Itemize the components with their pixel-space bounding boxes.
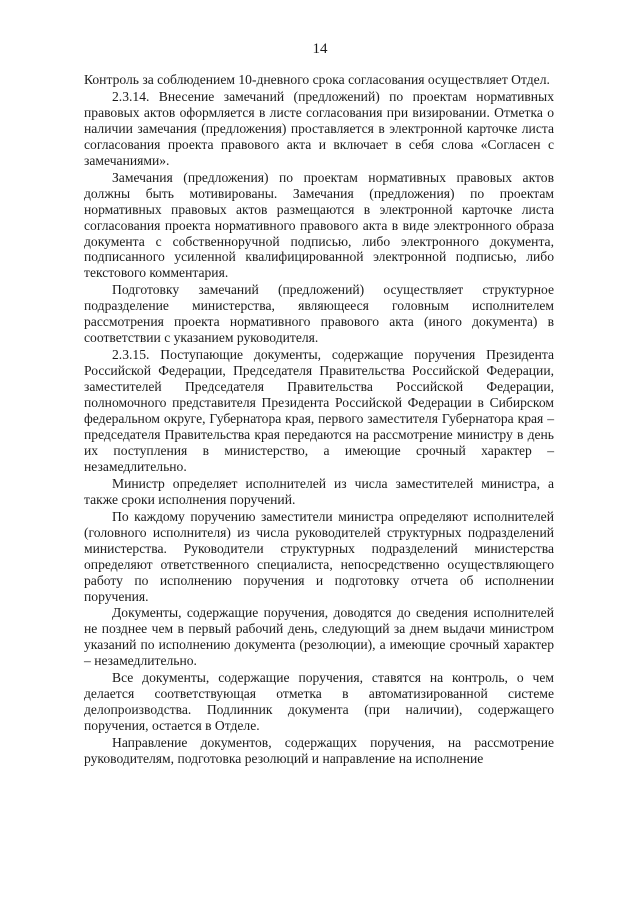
paragraph-remarks-motivated: Замечания (предложения) по проектам нормативных правовых актов должны быть мотивированы. Замечания (предложения) по проектам нормативных правовых актов размещаются в электронной карточке листа согласования проекта нормативного правового акта в виде электронного образа документа с собственноручной подписью, либо электронного документа, подписанного усиленной квалифицированной электронной подписью, либо текстового комментария. xyxy=(84,169,554,281)
paragraph-minister-executors: Министр определяет исполнителей из числа заместителей министра, а также сроки исполнения поручений. xyxy=(84,475,554,507)
page-number: 14 xyxy=(312,41,328,57)
paragraph-documents-delivery: Документы, содержащие поручения, доводятся до сведения исполнителей не позднее чем в первый рабочий день, следующий за днем выдачи министром указаний по исполнению документа (резолюции), а имеющие срочный характер – незамедлительно. xyxy=(84,605,554,669)
paragraph-2-3-15: 2.3.15. Поступающие документы, содержащие поручения Президента Российской Федерации, Председателя Правительства Российской Федерации, заместителей Председателя Правительства Российской Федерации, полномочного представителя Президента Российской Федерации в Сибирском федеральном округе, Губернатора края, первого заместителя Губернатора края – председателя Правительства края передаются на рассмотрение министру в день их поступления в министерство, а имеющие срочный характер – незамедлительно. xyxy=(84,347,554,474)
document-body xyxy=(84,72,554,768)
paragraph-deputy-assignments: По каждому поручению заместители министра определяют исполнителей (головного исполнителя) из числа руководителей структурных подразделений министерства. Руководители структурных подразделений министерства определяют ответственного специалиста, непосредственно осуществляющего работу по исполнению поручения и подготовку отчета об исполнении поручения. xyxy=(84,508,554,604)
paragraph-remarks-preparation: Подготовку замечаний (предложений) осуществляет структурное подразделение министерства, являющееся головным исполнителем рассмотрения проекта нормативного правового акта (иного документа) в соответствии с указанием руководителя. xyxy=(84,282,554,346)
paragraph-2-3-14: 2.3.14. Внесение замечаний (предложений) по проектам нормативных правовых актов оформляется в листе согласования при визировании. Отметка о наличии замечания (предложения) проставляется в электронной карточке листа согласования проекта правового акта и включает в себя слова «Согласен с замечаниями». xyxy=(84,88,554,168)
paragraph-routing-to-heads: Направление документов, содержащих поручения, на рассмотрение руководителям, подготовка резолюций и направление на исполнение xyxy=(84,735,554,767)
paragraph-control-deadline: Контроль за соблюдением 10-дневного срока согласования осуществляет Отдел. xyxy=(84,72,550,87)
paragraph-control-registration: Все документы, содержащие поручения, ставятся на контроль, о чем делается соответствующая отметка в автоматизированной системе делопроизводства. Подлинник документа (при наличии), содержащего поручения, остается в Отделе. xyxy=(84,670,554,734)
